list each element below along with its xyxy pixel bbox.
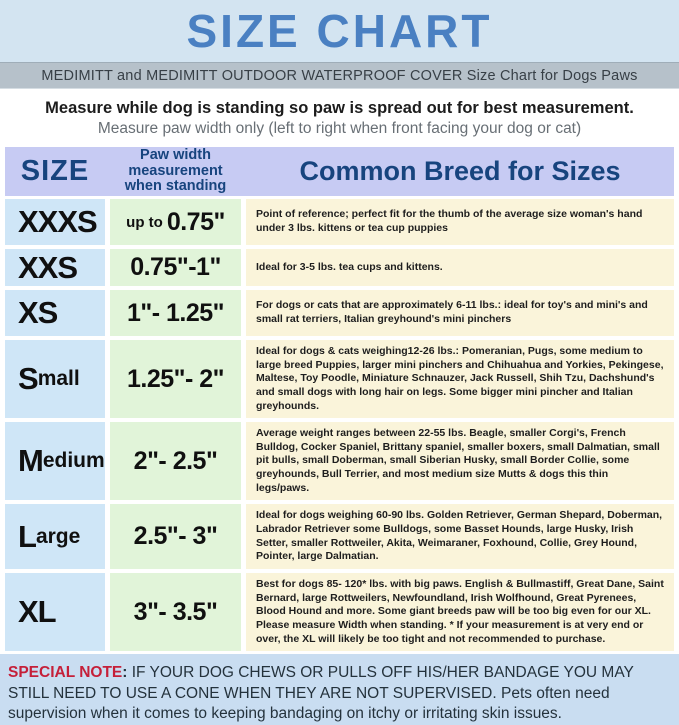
size-label: XS — [18, 295, 58, 330]
table-row-large — [5, 504, 674, 569]
size-label: XXXS — [18, 204, 97, 239]
size-cell — [5, 573, 105, 651]
table-header-row — [5, 147, 674, 196]
subtitle-text: MEDIMITT and MEDIMITT OUTDOOR WATERPROOF COVER Size Chart for Dogs Paws — [41, 67, 638, 84]
size-cell — [5, 340, 105, 418]
measurement-value: 0.75" — [166, 207, 225, 236]
special-note-text — [8, 663, 671, 725]
breed-description-cell — [246, 340, 674, 418]
special-note-colon: : — [122, 664, 132, 682]
breed-description: Ideal for dogs weighing 60-90 lbs. Golden Retriever, German Shepard, Doberman, Labrador Retriever some Bulldogs, some Basset Hounds, large Husky, Irish Setter, smaller Rottweiler, Akita, Weimaraner, Foxhound, Collie, Grey Hound, Pointer, large Dalmatian. — [256, 509, 663, 563]
measurement-value: 0.75"-1" — [130, 253, 221, 281]
measurement-cell — [110, 199, 241, 245]
measurement-value: 3"- 3.5" — [133, 597, 218, 626]
instruction-line-secondary: Measure paw width only (left to right when front facing your dog or cat) — [97, 119, 582, 137]
column-header-breeds: Common Breed for Sizes — [299, 156, 621, 186]
measurement-cell — [110, 249, 241, 286]
size-cell — [5, 290, 105, 336]
size-label-suffix: mall — [37, 367, 80, 391]
size-cell — [5, 199, 105, 245]
column-header-size: SIZE — [20, 155, 90, 187]
breed-description: Average weight ranges between 22-55 lbs. Beagle, smaller Corgi's, French Bulldog, Cocker Spaniel, Brittany spaniel, smaller boxers, small Dalmatian, small pit bulls, small Doberman, small Siberian Husky, small Border Collie, some greyhounds, Bull Terrier, and most medium size Mutts & dogs this thin legs/paws. — [256, 427, 660, 494]
measurement-cell — [110, 504, 241, 569]
measurement-cell — [110, 422, 241, 500]
measurement-prefix: up to — [126, 213, 163, 231]
size-label: S — [18, 361, 38, 397]
page-title: SIZE CHART — [186, 5, 493, 57]
size-cell — [5, 249, 105, 286]
measurement-value: 1.25"- 2" — [126, 364, 225, 393]
special-note-section — [0, 654, 679, 725]
breed-description-cell — [246, 422, 674, 500]
table-row-small — [5, 340, 674, 418]
special-note-body: IF YOUR DOG CHEWS OR PULLS OFF HIS/HER BANDAGE YOU MAY STILL NEED TO USE A CONE WHEN THEY ARE NOT SUPERVISED. Pets often need supervision when it comes to keeping bandaging on itchy or irritating skin issues. — [8, 664, 634, 723]
table-row-xxs — [5, 249, 674, 286]
breed-description: Ideal for 3-5 lbs. tea cups and kittens. — [256, 260, 443, 273]
breed-description-cell — [246, 199, 674, 245]
breed-description-cell — [246, 290, 674, 336]
title-banner — [0, 0, 679, 62]
size-label: M — [18, 443, 43, 479]
special-note-label: SPECIAL NOTE — [8, 664, 123, 682]
breed-description: Ideal for dogs & cats weighing12-26 lbs.: Pomeranian, Pugs, some medium to large breed Puppies, larger mini pinchers and Chihuahua and Yorkies, Pekingese, Maltese, Toy Poodle, Miniature Schnauzer, Jack Russell, Shih Tzu, Dachshund's and small dogs with long hair on legs. Some bigger mini pincher and Italian greyhounds. — [256, 345, 664, 412]
measurement-cell — [110, 290, 241, 336]
breed-description: Point of reference; perfect fit for the thumb of the average size woman's hand under 3 lbs. kittens or tea cup puppies — [256, 208, 643, 234]
measurement-value: 2.5"- 3" — [133, 522, 218, 551]
size-table-body — [5, 199, 674, 651]
size-label-suffix: arge — [35, 524, 81, 548]
size-cell — [5, 504, 105, 569]
measurement-cell — [110, 340, 241, 418]
table-row-medium — [5, 422, 674, 500]
measurement-value: 1"- 1.25" — [126, 298, 225, 327]
breed-description-cell — [246, 249, 674, 286]
breed-description: For dogs or cats that are approximately 6-11 lbs.: ideal for toy's and mini's and small rat terriers, Italian greyhound's mini pinchers — [256, 299, 648, 325]
table-row-xs — [5, 290, 674, 336]
table-row-xxxs — [5, 199, 674, 245]
subtitle-bar — [0, 62, 679, 89]
size-label: XL — [18, 594, 56, 630]
size-label: XXS — [18, 249, 78, 285]
column-header-measurement: Paw width measurement when standing — [124, 146, 227, 195]
breed-description: Best for dogs 85- 120* lbs. with big paws. English & Bullmastiff, Great Dane, Saint Bernard, large Rottweilers, Newfoundland, Irish Wolfhound, Great Pyrenees, Blood Hound and more. Some giant breeds paw will be too big even for our XL. Please measure Width when standing. * If your measurement is at very end or over, the XL will likely be too tight and not recommended to purchase. — [256, 577, 664, 645]
instruction-line-primary: Measure while dog is standing so paw is spread out for best measurement. — [45, 98, 634, 117]
breed-description-cell — [246, 504, 674, 569]
table-row-xl — [5, 573, 674, 651]
size-label-suffix: edium — [42, 449, 105, 473]
measuring-instructions — [0, 89, 679, 147]
breed-description-cell — [246, 573, 674, 651]
measurement-value: 2"- 2.5" — [133, 446, 218, 475]
size-label: L — [18, 518, 36, 554]
measurement-cell — [110, 573, 241, 651]
size-cell — [5, 422, 105, 500]
